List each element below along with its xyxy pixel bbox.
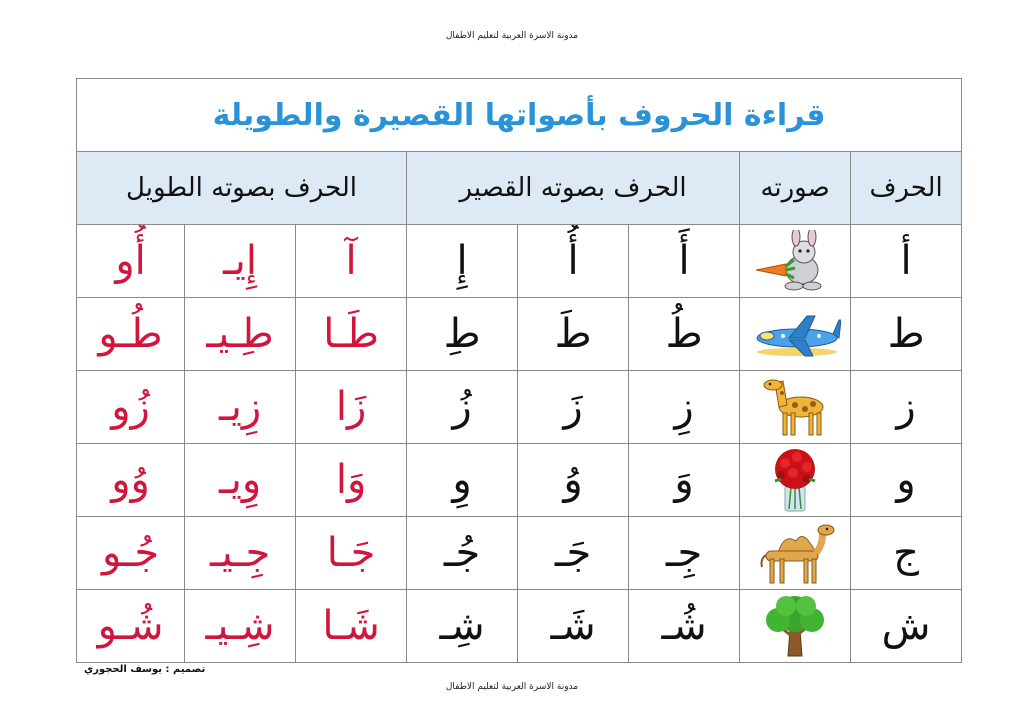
picture-cell <box>740 298 851 371</box>
short-sound-cell: وُ <box>518 444 629 517</box>
long-sound-cell: إِيـ <box>185 225 296 298</box>
short-sound-cell: شَـ <box>518 590 629 663</box>
letters-table <box>76 78 962 663</box>
header-long-sound: الحرف بصوته الطويل <box>77 152 407 225</box>
long-sound-cell: زُو <box>77 371 185 444</box>
row-letter: ط <box>851 298 962 371</box>
long-sound-cell: جِـيـ <box>185 517 296 590</box>
row-letter: أ <box>851 225 962 298</box>
tree-icon <box>760 594 830 658</box>
row-letter: ش <box>851 590 962 663</box>
header-letter: الحرف <box>851 152 962 225</box>
page-title: قراءة الحروف بأصواتها القصيرة والطويلة <box>77 79 962 152</box>
long-sound-cell: طُـو <box>77 298 185 371</box>
short-sound-cell: جَـ <box>518 517 629 590</box>
short-sound-cell: زُ <box>407 371 518 444</box>
site-note-top: مدونة الاسرة العربية لتعليم الاطفال <box>445 31 579 41</box>
short-sound-cell: طِ <box>407 298 518 371</box>
picture-cell <box>740 590 851 663</box>
short-sound-cell: أَ <box>629 225 740 298</box>
row-letter: ج <box>851 517 962 590</box>
designer-credit: تصميم : يوسف الحجوري <box>84 664 206 675</box>
picture-cell <box>740 371 851 444</box>
picture-cell <box>740 444 851 517</box>
table-row <box>77 225 962 298</box>
short-sound-cell: جِـ <box>629 517 740 590</box>
picture-cell <box>740 517 851 590</box>
long-sound-cell: وَا <box>296 444 407 517</box>
table-row <box>77 371 962 444</box>
short-sound-cell: شُـ <box>629 590 740 663</box>
long-sound-cell: شَـا <box>296 590 407 663</box>
short-sound-cell: طُ <box>629 298 740 371</box>
short-sound-cell: وِ <box>407 444 518 517</box>
long-sound-cell: طِـيـ <box>185 298 296 371</box>
long-sound-cell: شِـيـ <box>185 590 296 663</box>
long-sound-cell: آ <box>296 225 407 298</box>
short-sound-cell: أُ <box>518 225 629 298</box>
short-sound-cell: وَ <box>629 444 740 517</box>
long-sound-cell: جُـو <box>77 517 185 590</box>
camel-icon <box>752 521 838 585</box>
site-note-bottom: مدونة الاسرة العربية لتعليم الاطفال <box>445 682 579 692</box>
rabbit-with-carrot-icon <box>752 230 838 292</box>
table-row <box>77 298 962 371</box>
long-sound-cell: طَـا <box>296 298 407 371</box>
row-letter: و <box>851 444 962 517</box>
long-sound-cell: وِيـ <box>185 444 296 517</box>
roses-vase-icon <box>765 447 825 513</box>
short-sound-cell: زَ <box>518 371 629 444</box>
row-letter: ز <box>851 371 962 444</box>
short-sound-cell: طَ <box>518 298 629 371</box>
header-picture: صورته <box>740 152 851 225</box>
header-short-sound: الحرف بصوته القصير <box>407 152 740 225</box>
long-sound-cell: زَا <box>296 371 407 444</box>
long-sound-cell: زِيـ <box>185 371 296 444</box>
picture-cell <box>740 225 851 298</box>
short-sound-cell: إِ <box>407 225 518 298</box>
long-sound-cell: شُـو <box>77 590 185 663</box>
long-sound-cell: جَـا <box>296 517 407 590</box>
long-sound-cell: وُو <box>77 444 185 517</box>
long-sound-cell: أُو <box>77 225 185 298</box>
short-sound-cell: جُـ <box>407 517 518 590</box>
giraffe-icon <box>757 377 833 437</box>
short-sound-cell: زِ <box>629 371 740 444</box>
table-row <box>77 590 962 663</box>
short-sound-cell: شِـ <box>407 590 518 663</box>
airplane-icon <box>749 310 841 358</box>
table-row <box>77 444 962 517</box>
table-row <box>77 517 962 590</box>
